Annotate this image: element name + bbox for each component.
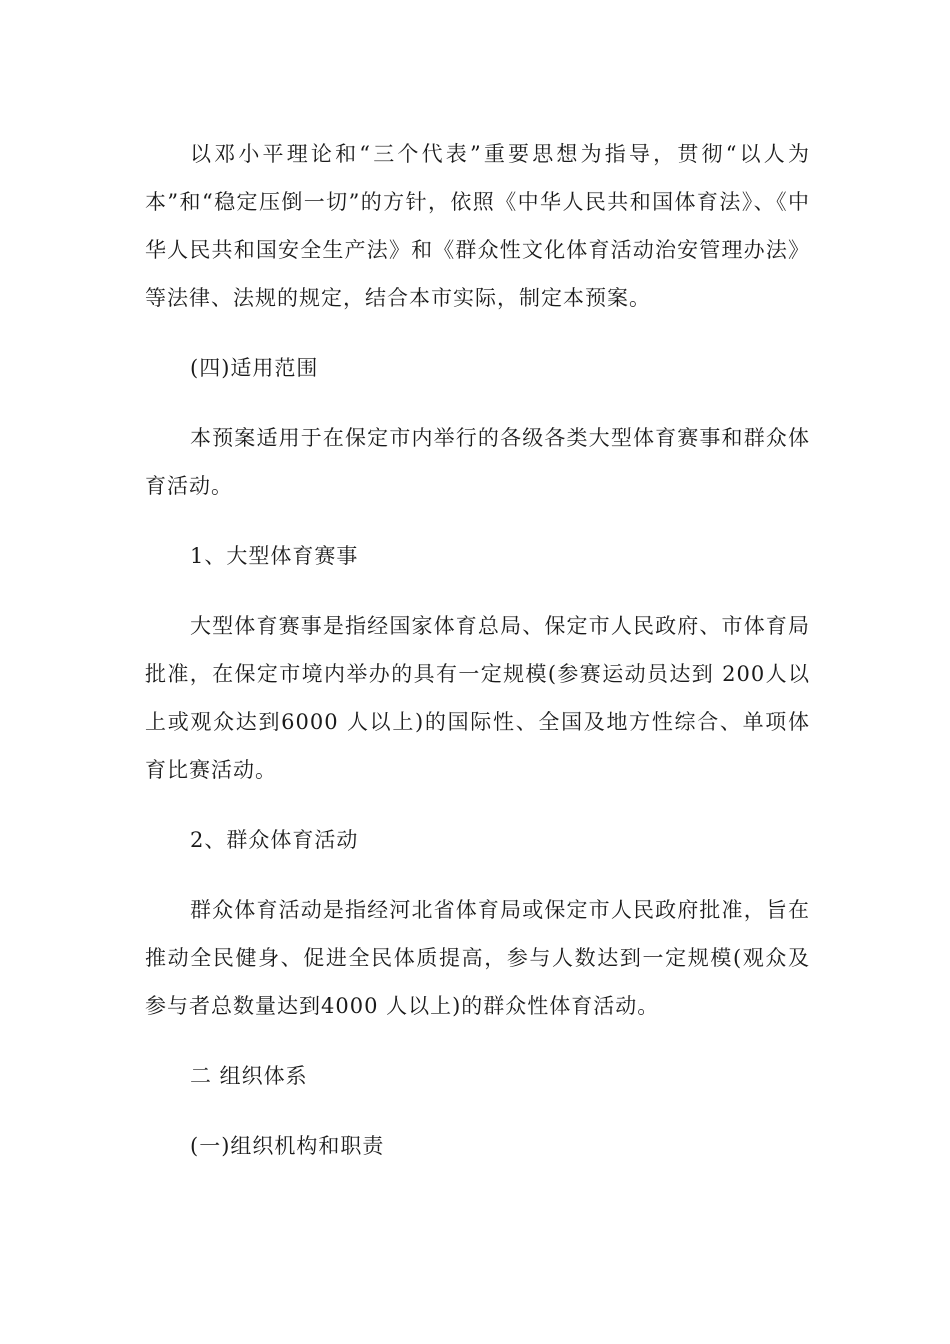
subheading-mass-sports-activities: 2、群众体育活动	[190, 828, 359, 852]
paragraph-scope: 本预案适用于在保定市内举行的各级各类大型体育赛事和群众体育活动。	[145, 426, 810, 498]
section-heading-organization: 二 组织体系	[190, 1064, 308, 1088]
paragraph-mass-sports-activities: 群众体育活动是指经河北省体育局或保定市人民政府批准，旨在推动全民健身、促进全民体质提高，参与人数达到一定规模(观众及参与者总数量达到4000 人以上)的群众性体育活动。	[145, 898, 810, 1018]
section-heading-scope: (四)适用范围	[190, 356, 319, 380]
paragraph-guiding-principle: 以邓小平理论和“三个代表”重要思想为指导，贯彻“以人为本”和“稳定压倒一切”的方针，依照《中华人民共和国体育法》、《中华人民共和国安全生产法》和《群众性文化体育活动治安管理办法》等法律、法规的规定，结合本市实际，制定本预案。	[145, 142, 810, 310]
paragraph-large-sports-events: 大型体育赛事是指经国家体育总局、保定市人民政府、市体育局批准，在保定市境内举办的具有一定规模(参赛运动员达到 200人以上或观众达到6000 人以上)的国际性、全国及地方性综合、单项体育比赛活动。	[145, 614, 810, 782]
document-body	[145, 130, 810, 1192]
subheading-organization-duties: (一)组织机构和职责	[190, 1134, 385, 1158]
subheading-large-sports-events: 1、大型体育赛事	[190, 544, 359, 568]
